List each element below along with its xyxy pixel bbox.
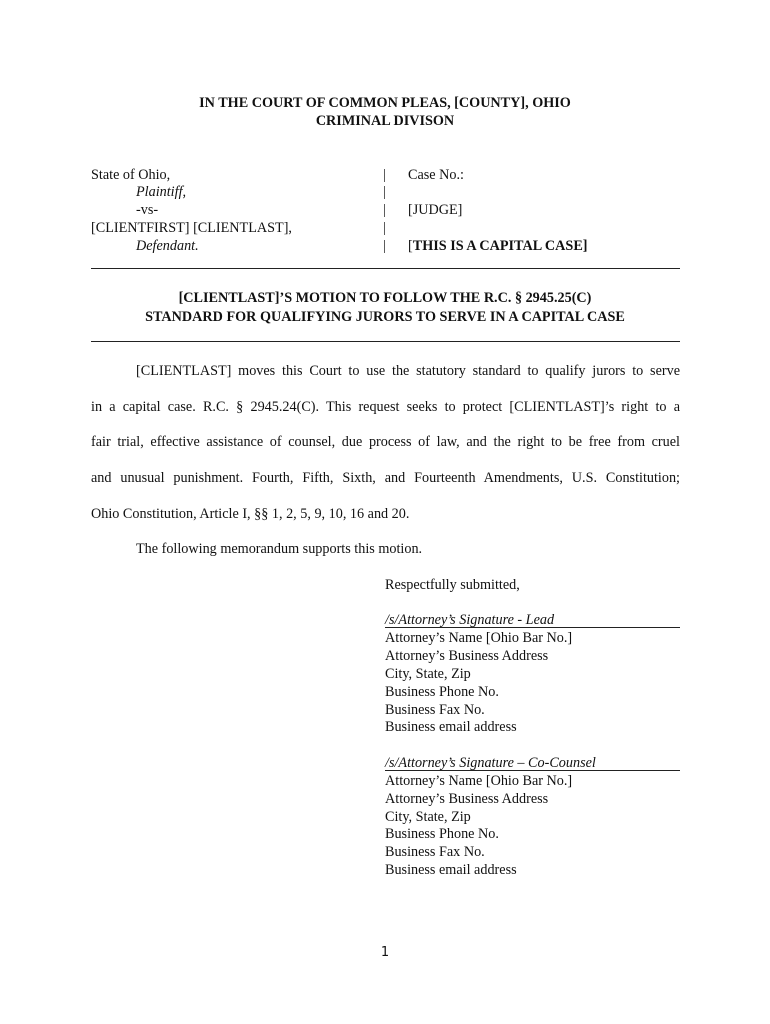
caption-divider: |: [383, 238, 386, 254]
attorney-fax: Business Fax No.: [385, 702, 485, 718]
caption-divider: |: [383, 220, 386, 236]
caption-divider: |: [383, 167, 386, 183]
caption-rule: [91, 268, 680, 269]
judge-placeholder: [JUDGE]: [408, 202, 463, 218]
attorney-city: City, State, Zip: [385, 666, 471, 682]
motion-title-line2: STANDARD FOR QUALIFYING JURORS TO SERVE IN A CAPITAL CASE: [145, 309, 625, 325]
attorney-name: Attorney’s Name [Ohio Bar No.]: [385, 773, 573, 789]
body-line: Ohio Constitution, Article I, §§ 1, 2, 5, 9, 10, 16 and 20.: [91, 506, 410, 522]
body-line: fair trial, effective assistance of counsel, due process of law, and the right to be free from cruel: [91, 434, 680, 450]
motion-title-line1: [CLIENTLAST]’S MOTION TO FOLLOW THE R.C. § 2945.25(C): [178, 290, 592, 306]
attorney-city: City, State, Zip: [385, 809, 471, 825]
body-line: in a capital case. R.C. § 2945.24(C). This request seeks to protect [CLIENTLAST]’s right to a: [91, 399, 680, 415]
attorney-email: Business email address: [385, 862, 517, 878]
capital-bracket: [: [408, 238, 413, 254]
page-number: 1: [380, 945, 390, 960]
signature-line: [385, 627, 680, 628]
court-name: IN THE COURT OF COMMON PLEAS, [COUNTY], OHIO: [199, 95, 571, 111]
caption-defendant-name: [CLIENTFIRST] [CLIENTLAST],: [91, 220, 292, 236]
caption-divider: |: [383, 202, 386, 218]
case-number-label: Case No.:: [408, 167, 464, 183]
lead-signature: /s/Attorney’s Signature - Lead: [385, 612, 555, 628]
caption-defendant-role: Defendant.: [136, 238, 199, 254]
closing-text: Respectfully submitted,: [385, 577, 520, 593]
attorney-fax: Business Fax No.: [385, 844, 485, 860]
memorandum-statement: The following memorandum supports this motion.: [136, 541, 423, 557]
capital-case-notice: [408, 238, 588, 255]
cocounsel-signature: /s/Attorney’s Signature – Co-Counsel: [385, 755, 596, 771]
caption-plaintiff-role: Plaintiff,: [136, 184, 187, 200]
title-rule: [91, 341, 680, 342]
attorney-phone: Business Phone No.: [385, 684, 499, 700]
caption-plaintiff-name: State of Ohio,: [91, 167, 171, 183]
body-line: and unusual punishment. Fourth, Fifth, Sixth, and Fourteenth Amendments, U.S. Constitution;: [91, 470, 680, 486]
attorney-address: Attorney’s Business Address: [385, 791, 549, 807]
court-division: CRIMINAL DIVISON: [315, 113, 455, 129]
attorney-address: Attorney’s Business Address: [385, 648, 549, 664]
caption-divider: |: [383, 184, 386, 200]
caption-versus: -vs-: [136, 202, 159, 218]
signature-line: [385, 770, 680, 771]
attorney-email: Business email address: [385, 719, 517, 735]
attorney-phone: Business Phone No.: [385, 826, 499, 842]
attorney-name: Attorney’s Name [Ohio Bar No.]: [385, 630, 573, 646]
body-line: [CLIENTLAST] moves this Court to use the statutory standard to qualify jurors to serve: [136, 363, 680, 379]
capital-case-text: THIS IS A CAPITAL CASE]: [412, 238, 588, 254]
